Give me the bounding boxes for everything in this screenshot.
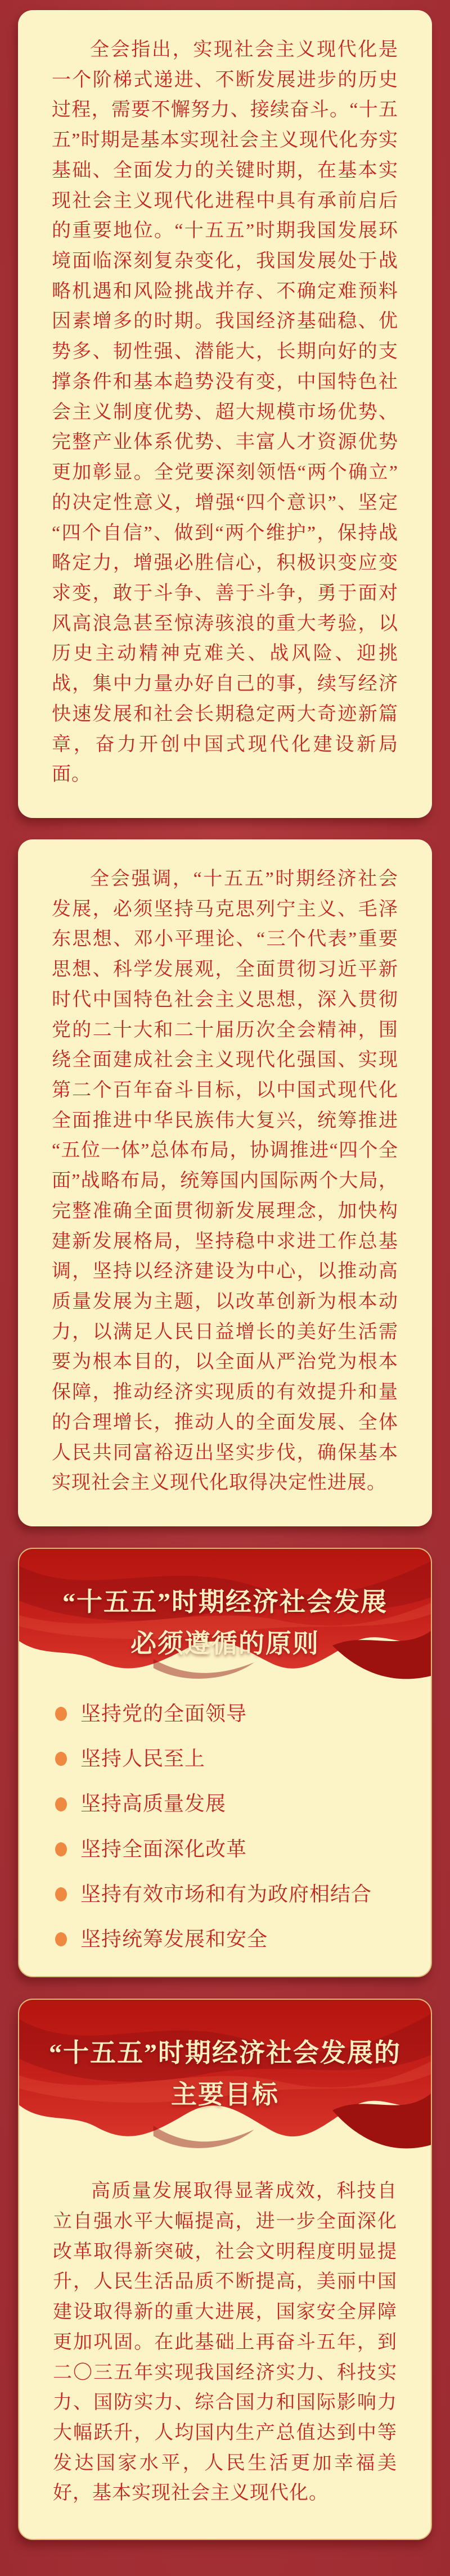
bullet-dot-icon [55,1842,67,1856]
principle-label: 坚持党的全面领导 [80,1702,248,1725]
bullet-dot-icon [55,1932,67,1946]
card-main-goals [18,1999,432,2540]
principle-label: 坚持人民至上 [80,1747,206,1770]
goals-title-line2: 主要目标 [171,2080,279,2109]
card-plenum-pointed-out [18,10,432,818]
card-plenum-stressed [18,839,432,1526]
principles-title [19,1549,431,1664]
bullet-dot-icon [55,1752,67,1766]
principle-label: 坚持统筹发展和安全 [80,1928,268,1950]
principle-label: 坚持全面深化改革 [80,1837,248,1860]
list-item [55,1702,396,1726]
bullet-dot-icon [55,1797,67,1811]
list-item [55,1747,396,1771]
red-flag-banner [19,1549,431,1691]
principles-title-line1: “十五五”时期经济社会发展 [62,1588,388,1617]
list-item [55,1882,396,1906]
paragraph-plenum-stressed: 全会强调，“十五五”时期经济社会发展，必须坚持马克思列宁主义、毛泽东思想、邓小平理论、“三个代表”重要思想、科学发展观，全面贯彻习近平新时代中国特色社会主义思想，深入贯彻党的二十大和二十届历次全会精神，围绕全面建成社会主义现代化强国、实现第二个百年奋斗目标，以中国式现代化全面推进中华民族伟大复兴，统筹推进“五位一体”总体布局，协调推进“四个全面”战略布局，统筹国内国际两个大局，完整准确全面贯彻新发展理念，加快构建新发展格局，坚持稳中求进工作总基调，坚持以经济建设为中心，以推动高质量发展为主题，以改革创新为根本动力，以满足人民日益增长的美好生活需要为根本目的，以全面从严治党为根本保障，推动经济实现质的有效提升和量的合理增长，推动人的全面发展、全体人民共同富裕迈出坚实步伐，确保基本实现社会主义现代化取得决定性进展。 [52,868,398,1494]
card-principles [18,1548,432,1977]
list-item [55,1792,396,1816]
list-item [55,1837,396,1861]
principle-label: 坚持有效市场和有为政府相结合 [80,1882,372,1905]
principle-label: 坚持高质量发展 [80,1792,227,1815]
principles-title-line2: 必须遵循的原则 [130,1629,320,1658]
paragraph-plenum-pointed-out: 全会指出，实现社会主义现代化是一个阶梯式递进、不断发展进步的历史过程，需要不懈努力、接续奋斗。“十五五”时期是基本实现社会主义现代化夯实基础、全面发力的关键时期，在基本实现社会主义现代化进程中具有承前启后的重要地位。“十五五”时期我国发展环境面临深刻复杂变化，我国发展处于战略机遇和风险挑战并存、不确定难预料因素增多的时期。我国经济基础稳、优势多、韧性强、潜能大，长期向好的支撑条件和基本趋势没有变，中国特色社会主义制度优势、超大规模市场优势、完整产业体系优势、丰富人才资源优势更加彰显。全党要深刻领悟“两个确立”的决定性意义，增强“四个意识”、坚定“四个自信”、做到“两个维护”，保持战略定力，增强必胜信心，积极识变应变求变，敢于斗争、善于斗争，勇于面对风高浪急甚至惊涛骇浪的重大考验，以历史主动精神克难关、战风险、迎挑战，集中力量办好自己的事，续写经济快速发展和社会长期稳定两大奇迹新篇章，奋力开创中国式现代化建设新局面。 [52,39,398,785]
list-item [55,1927,396,1951]
paragraph-main-goals: 高质量发展取得显著成效，科技自立自强水平大幅提高，进一步全面深化改革取得新突破，社会文明程度明显提升，人民生活品质不断提高，美丽中国建设取得新的重大进展，国家安全屏障更加巩固。在此基础上再奋斗五年，到二〇三五年实现我国经济实力、科技实力、国防实力、综合国力和国际影响力大幅跃升，人均国内生产总值达到中等发达国家水平，人民生活更加幸福美好，基本实现社会主义现代化。 [53,2181,397,2504]
red-flag-banner [19,2000,431,2162]
bullet-dot-icon [55,1887,67,1901]
goals-title-line1: “十五五”时期经济社会发展的 [49,2039,401,2068]
bullet-dot-icon [55,1707,67,1721]
goals-body [19,2162,431,2539]
principles-list [19,1691,431,1976]
